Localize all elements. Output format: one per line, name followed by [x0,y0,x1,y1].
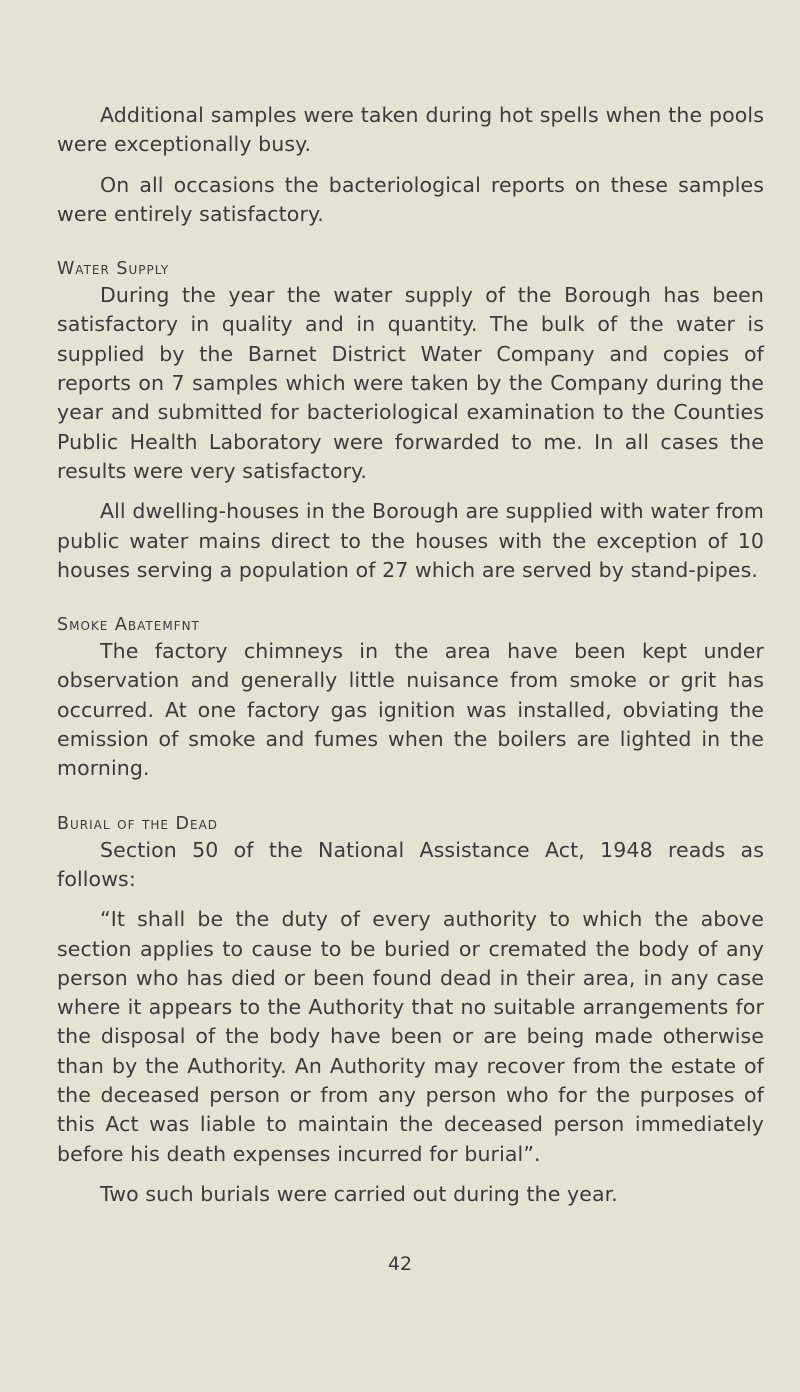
paragraph-burial-quote: “It shall be the duty of every authority to which the above section applies to cause to be buried or cremated the body of any person who has died or been found dead in their area, in any case where it appears to the Authority that no suitable arrangements for the disposal of the body have been or are being made otherwise than by the Authority. An Authority may recover from the estate of the deceased person or from any person who for the purposes of this Act was liable to maintain the deceased person immediately before his death expenses incurred for burial”. [57,907,764,1166]
heading-smoke-abatement: Smoke Abatemfnt [57,615,200,636]
paragraph-water-supply-1: During the year the water supply of the Borough has been satisfactory in quality and in quantity. The bulk of the water is supplied by the Barnet District Water Company and copies of reports on 7 samples which were taken by the Company during the year and submitted for bacteriological examination to the Counties Public Health Laboratory were forwarded to me. In all cases the results were very satisfactory. [57,283,764,483]
paragraph-water-supply-2: All dwelling-houses in the Borough are supplied with water from public water mains direct to the houses with the exception of 10 houses serving a population of 27 which are served by stand-pipes. [57,499,764,582]
paragraph-bacteriological-reports: On all occasions the bacteriological reports on these samples were entirely satisfactory. [57,172,764,226]
paragraph-smoke-abatement: The factory chimneys in the area have been kept under observation and generally little nuisance from smoke or grit has occurred. At one factory gas ignition was installed, obviating the emission of smoke and fumes when the boilers are lighted in the morning. [57,639,764,781]
heading-water-supply: Water Supply [57,259,170,280]
paragraph-burial-1: Section 50 of the National Assistance Act, 1948 reads as follows: [57,837,764,891]
text-column [57,101,764,1209]
paragraph-additional-samples: Additional samples were taken during hot spells when the pools were exceptionally busy. [57,103,764,157]
paragraph-burial-3: Two such burials were carried out during the year. [100,1181,618,1206]
heading-burial-of-the-dead: Burial of the Dead [57,813,219,834]
page-number: 42 [387,1253,413,1275]
